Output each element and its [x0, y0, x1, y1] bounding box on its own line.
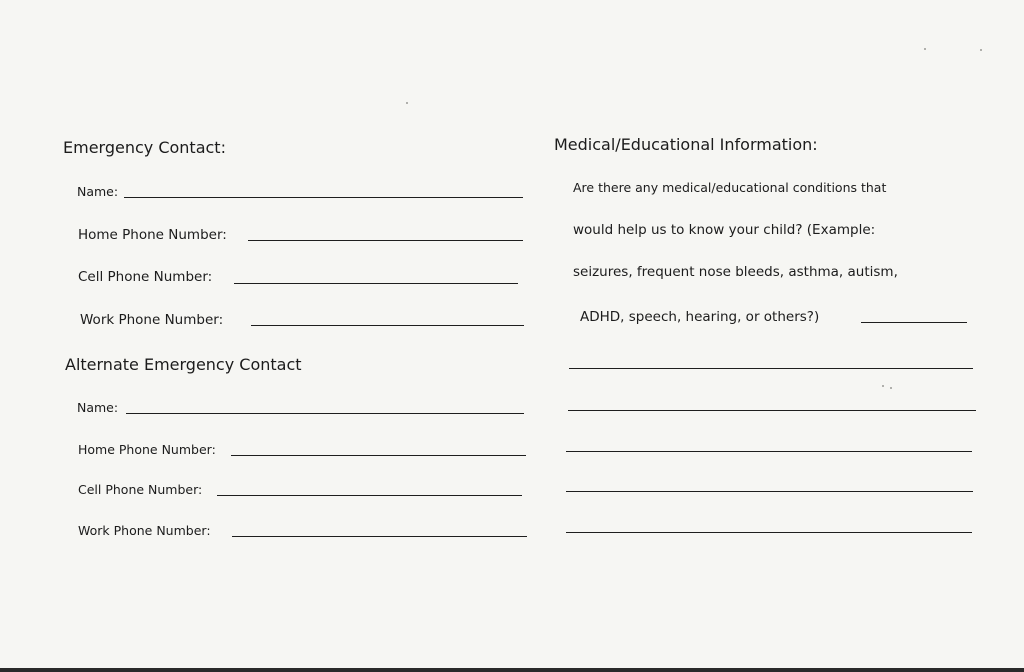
- emergency-work-phone-field[interactable]: [251, 325, 524, 326]
- medical-info-heading: Medical/Educational Information:: [554, 135, 818, 154]
- scan-bottom-edge: [0, 668, 1024, 672]
- scan-speck: [890, 387, 892, 389]
- emergency-cell-phone-field[interactable]: [234, 283, 518, 284]
- scan-speck: [882, 385, 884, 387]
- medical-answer-line-inline[interactable]: [861, 322, 967, 323]
- alternate-home-phone-field[interactable]: [231, 455, 526, 456]
- scan-speck: [406, 102, 408, 104]
- alternate-cell-phone-field[interactable]: [217, 495, 522, 496]
- medical-answer-line-1[interactable]: [569, 368, 973, 369]
- emergency-cell-phone-label: Cell Phone Number:: [78, 269, 213, 285]
- alternate-name-field[interactable]: [126, 413, 524, 414]
- medical-question-line-4: ADHD, speech, hearing, or others?): [580, 309, 820, 325]
- medical-answer-line-2[interactable]: [568, 410, 976, 411]
- alternate-work-phone-label: Work Phone Number:: [78, 523, 211, 538]
- emergency-name-label: Name:: [77, 184, 119, 199]
- alternate-home-phone-label: Home Phone Number:: [78, 442, 216, 457]
- emergency-work-phone-label: Work Phone Number:: [80, 312, 224, 328]
- medical-answer-line-4[interactable]: [566, 491, 973, 492]
- emergency-name-field[interactable]: [124, 197, 523, 198]
- alternate-work-phone-field[interactable]: [232, 536, 527, 537]
- scan-speck: [980, 49, 982, 51]
- medical-question-line-3: seizures, frequent nose bleeds, asthma, autism,: [573, 264, 898, 280]
- emergency-home-phone-field[interactable]: [248, 240, 523, 241]
- alternate-cell-phone-label: Cell Phone Number:: [78, 482, 203, 497]
- emergency-home-phone-label: Home Phone Number:: [78, 227, 227, 243]
- scan-speck: [924, 48, 926, 50]
- alternate-contact-heading: Alternate Emergency Contact: [65, 355, 302, 374]
- medical-answer-line-5[interactable]: [566, 532, 972, 533]
- emergency-contact-heading: Emergency Contact:: [63, 138, 226, 157]
- alternate-name-label: Name:: [77, 400, 119, 415]
- medical-question-line-2: would help us to know your child? (Example:: [573, 222, 876, 238]
- medical-answer-line-3[interactable]: [566, 451, 972, 452]
- medical-question-line-1: Are there any medical/educational conditions that: [573, 180, 887, 195]
